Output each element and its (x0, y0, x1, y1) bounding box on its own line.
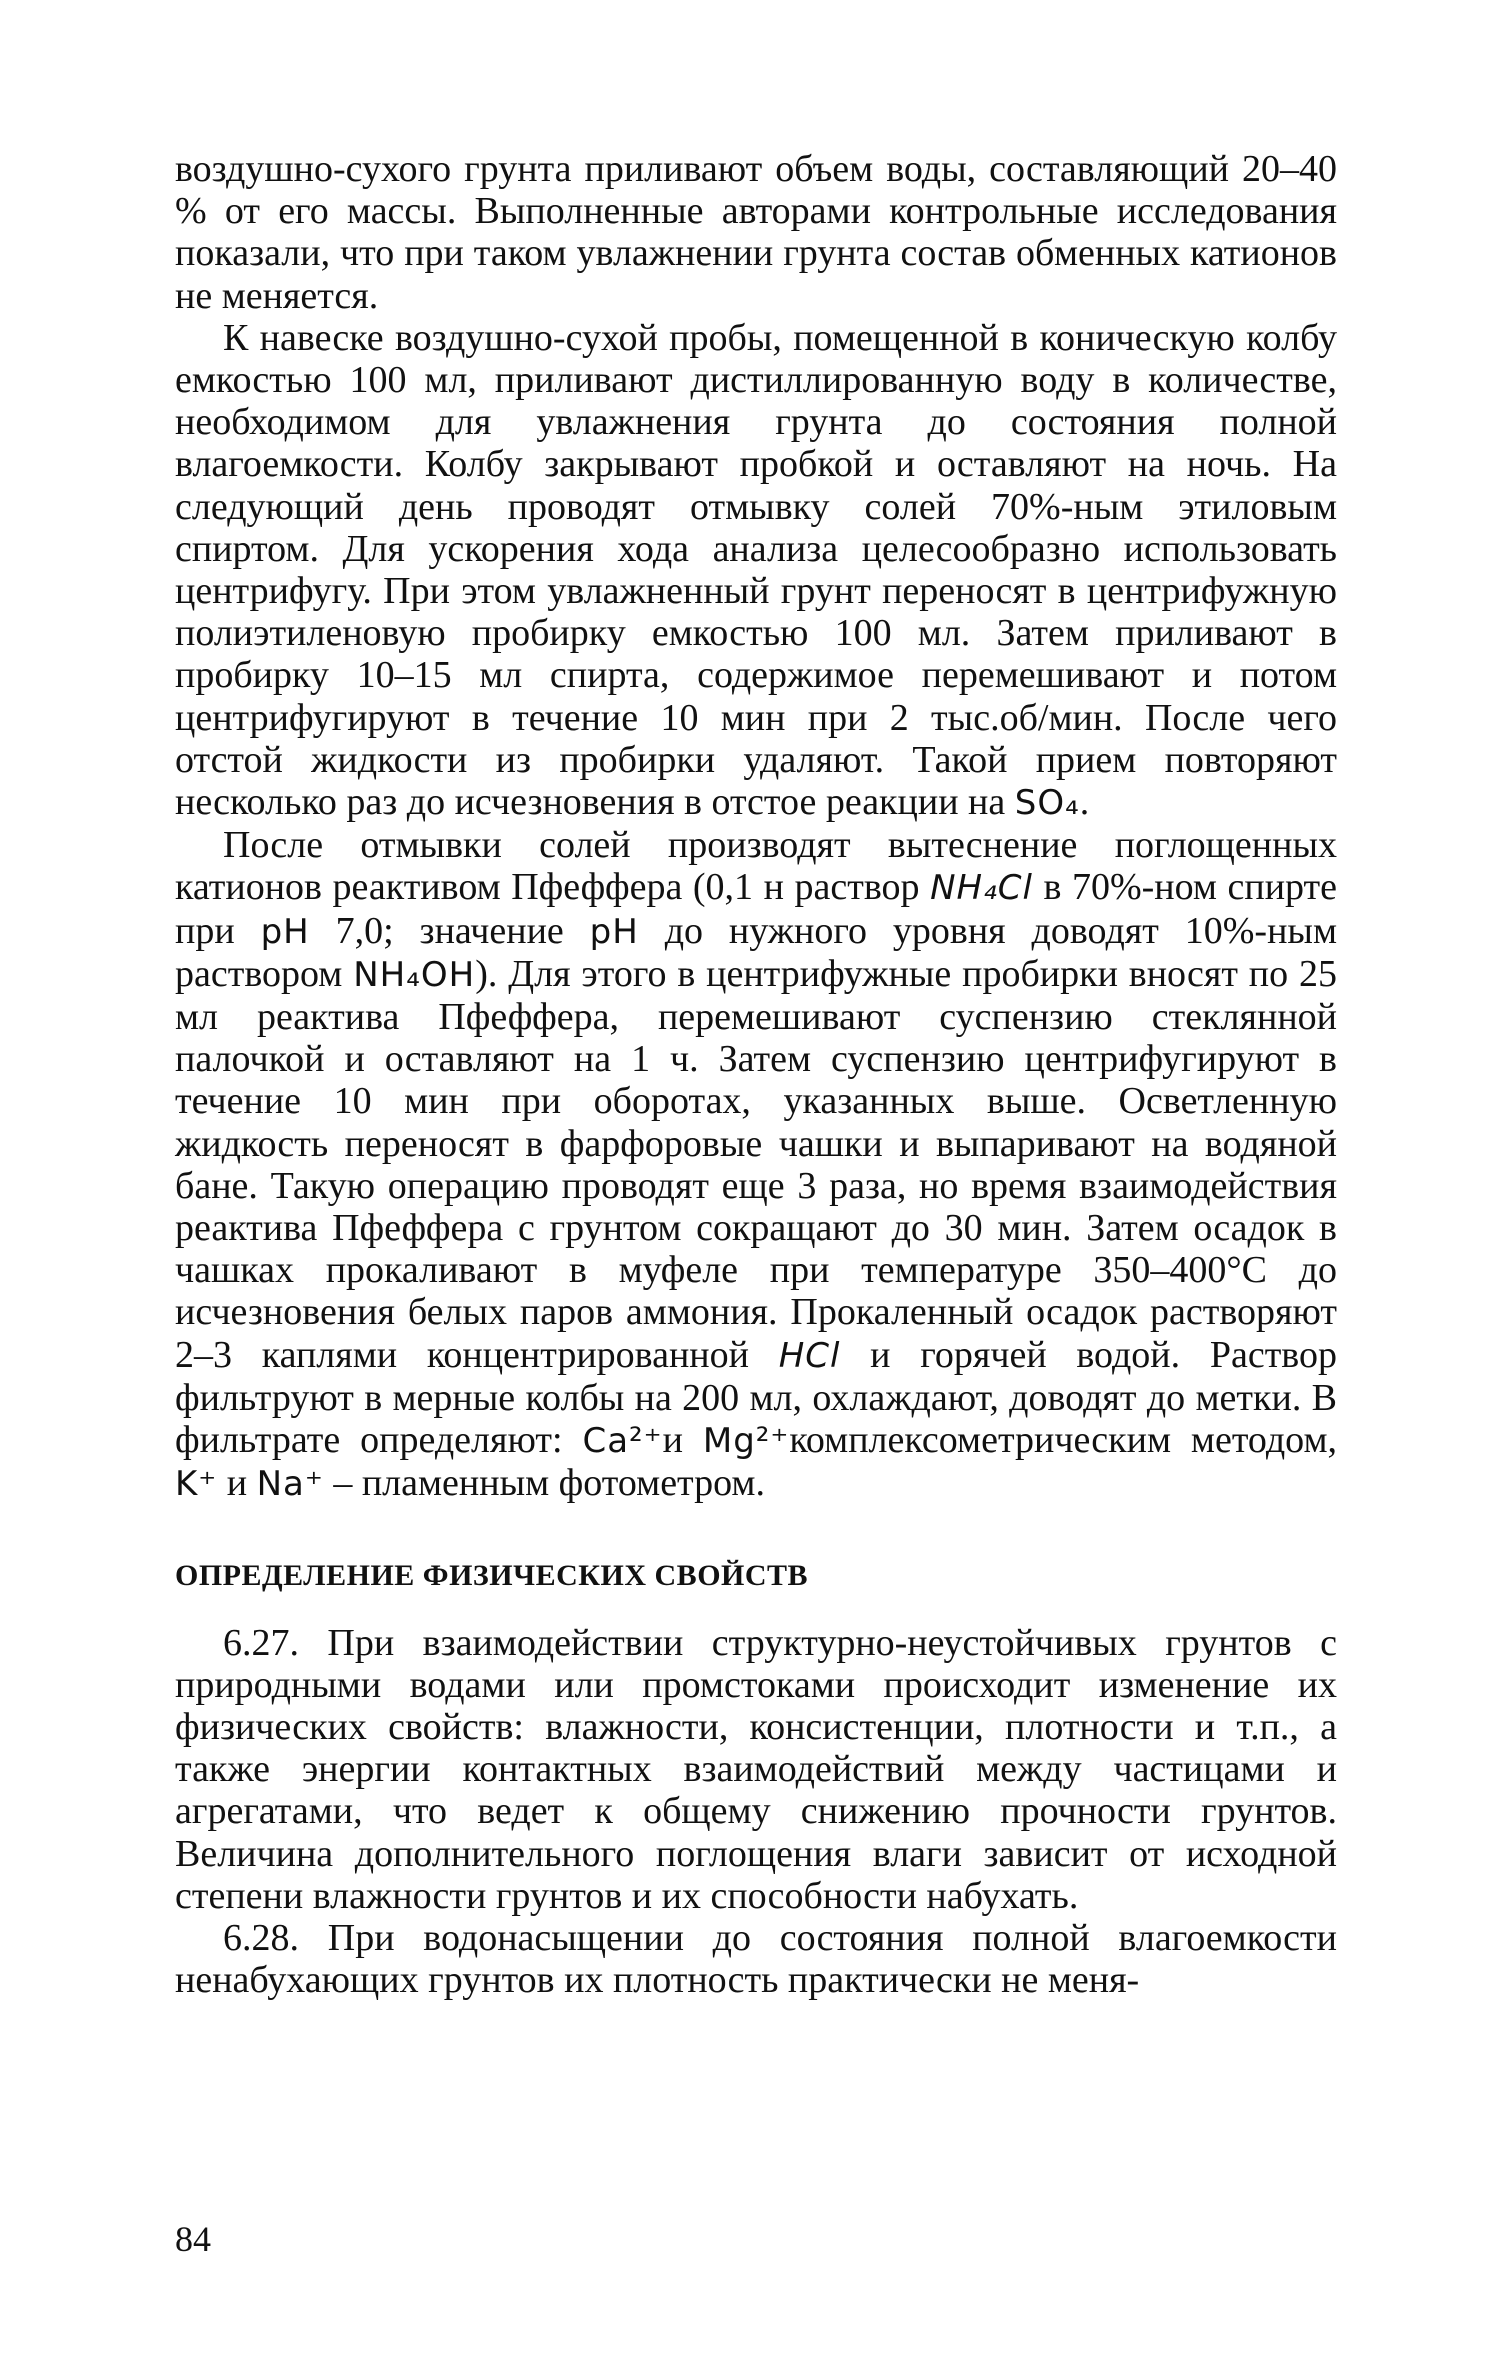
paragraph-3-text-6: и горячей водой. Раствор фильтруют в мерные колбы на 200 мл, охлаждают, доводят до метки. В фильтрате определяют: (175, 1333, 1337, 1462)
paragraph-3-text-5: ). Для этого в центрифужные пробирки вносят по 25 мл реактива Пфеффера, перемешивают суспензию стеклянной палочкой и оставляют на 1 ч. Затем суспензию центрифугируют в течение 10 мин при оборотах, указанных выше. Осветленную жидкость переносят в фарфоровые чашки и выпаривают на водяной бане. Такую операцию проводят еще 3 раза, но время взаимодействия реактива Пфеффера с грунтом сокращают до 30 мин. Затем осадок в чашках прокаливают в муфеле при температуре 350–400°С до исчезновения белых паров аммония. Прокаленный осадок растворяют 2–3 каплями концентрированной (175, 952, 1337, 1376)
paragraph-3-text-9: и (217, 1462, 257, 1505)
formula-potassium-ion: K⁺ (175, 1464, 218, 1505)
paragraph-3-text-3: 7,0; значение (309, 909, 590, 952)
paragraph-2-text: К навеске воздушно-сухой пробы, помещенной в коническую колбу емкостью 100 мл, приливают дистиллированную воду в количестве, необходимом для увлажнения грунта до состояния полной влагоемкости. Колбу закрывают пробкой и оставляют на ночь. На следующий день проводят отмывку солей 70%-ным этиловым спиртом. Для ускорения хода анализа целесообразно использовать центрифугу. При этом увлажненный грунт переносят в центрифужную полиэтиленовую пробирку емкостью 100 мл. Затем приливают в пробирку 10–15 мл спирта, содержимое перемешивают и потом центрифугируют в течение 10 мин при 2 тыс.об/мин. После чего отстой жидкости из пробирки удаляют. Такой прием повторяют несколько раз до исчезновения в отстое реакции на (175, 316, 1337, 824)
paragraph-2-end: . (1079, 781, 1090, 824)
item-6-27-number: 6.27. (223, 1621, 299, 1664)
paragraph-3-text-8: комплексометрическим методом, (789, 1419, 1337, 1462)
paragraph-3 (175, 824, 1337, 1505)
paragraph-1-text: воздушно-сухого грунта приливают объем воды, составляющий 20–40 % от его массы. Выполненные авторами контрольные исследования показали, что при таком увлажнении грунта состав обменных катионов не меняется. (175, 148, 1337, 317)
page-body (175, 148, 1337, 2001)
formula-hcl: HCl (778, 1335, 841, 1376)
formula-sodium-ion: Na⁺ (256, 1464, 324, 1505)
formula-ph-1: pH (260, 911, 310, 952)
paragraph-3-text-4: до нужного уровня доводят 10%-ным раствором (175, 909, 1337, 995)
paragraph-1 (175, 148, 1337, 317)
paragraph-3-text-7: и (662, 1419, 703, 1462)
paragraph-3-text-10: – пламенным фотометром. (323, 1462, 765, 1505)
formula-sulfate: SO₄ (1014, 783, 1080, 824)
paragraph-3-text-1: После отмывки солей производят вытеснение поглощенных катионов реактивом Пфеффера (0,1 н раствор (175, 824, 1337, 909)
formula-magnesium-ion: Mg²⁺ (702, 1421, 790, 1462)
formula-calcium-ion: Ca²⁺ (582, 1421, 663, 1462)
item-6-28-text: При водонасыщении до состояния полной влагоемкости ненабухающих грунтов их плотность практически не меня- (175, 1916, 1337, 2002)
formula-ammonium-chloride: NH₄Cl (930, 868, 1033, 909)
paragraph-3-text-2: в 70%-ном спирте при (175, 866, 1338, 952)
section-heading: ОПРЕДЕЛЕНИЕ ФИЗИЧЕСКИХ СВОЙСТВ (175, 1558, 809, 1592)
item-6-27-text: При взаимодействии структурно-неустойчивых грунтов с природными водами или промстоками происходит изменение их физических свойств: влажности, консистенции, плотности и т.п., а также энергии контактных взаимодействий между частицами и агрегатами, что ведет к общему снижению прочности грунтов. Величина дополнительного поглощения влаги зависит от исходной степени влажности грунтов и их способности набухать. (175, 1621, 1337, 1917)
paragraph-2 (175, 317, 1337, 824)
formula-ammonium-hydroxide: NH₄OH (353, 954, 476, 995)
item-6-28-number: 6.28. (223, 1916, 299, 1959)
formula-ph-2: pH (589, 911, 639, 952)
page-number: 84 (175, 2219, 211, 2259)
item-6-28 (175, 1917, 1337, 2001)
item-6-27 (175, 1622, 1337, 1917)
